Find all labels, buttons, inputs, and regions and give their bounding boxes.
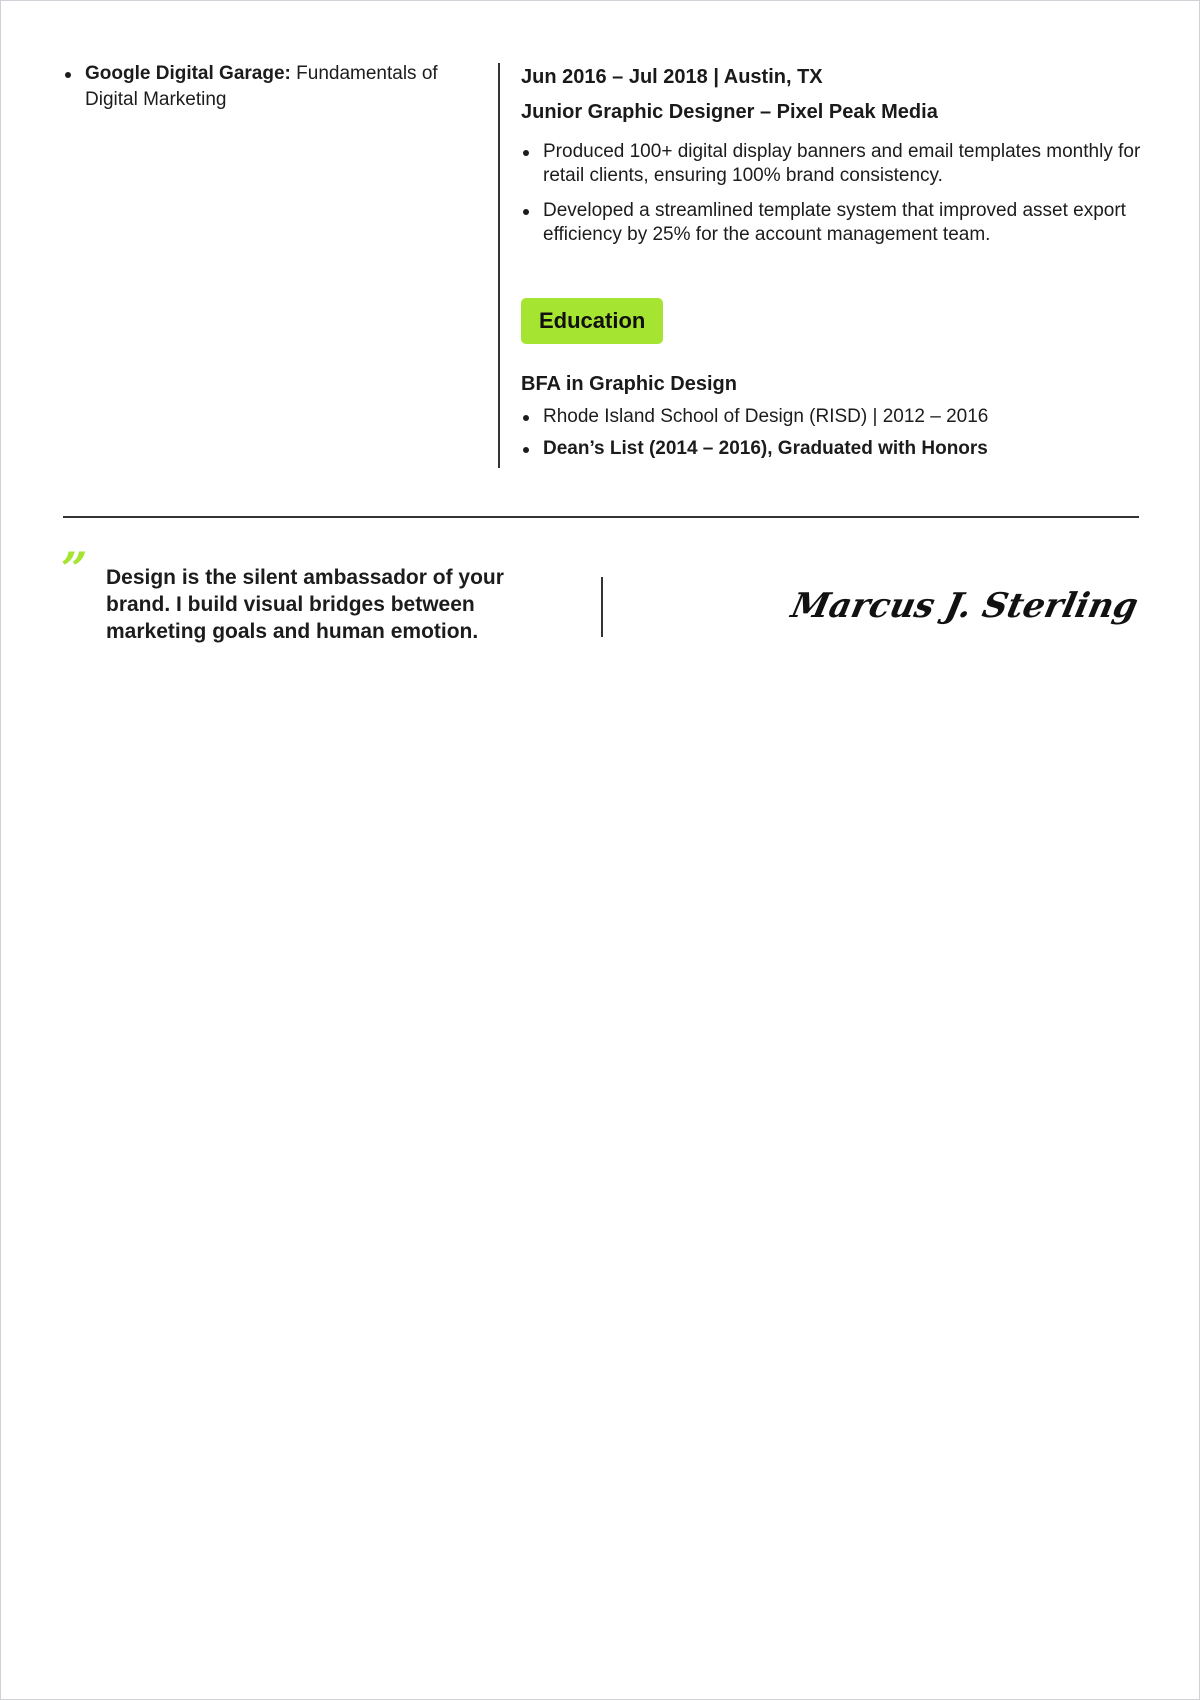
degree-title: BFA in Graphic Design [521,373,737,395]
main-column [521,61,1141,468]
education-heading: Education [521,298,663,344]
quote-mark-icon: ” [61,542,88,596]
certification-detail: Fundamentals of Digital Marketing [85,63,438,110]
education-bullets [521,404,1141,462]
signature: Marcus J. Sterling [787,586,1142,626]
personal-quote: Design is the silent ambassador of your brand. I build visual bridges between marketing goals and human emotion. [106,566,504,643]
section-divider [63,516,1139,518]
job-bullets [521,140,1141,247]
quote-divider [601,577,603,637]
column-divider [498,63,500,468]
honors-line: Dean’s List (2014 – 2016), Graduated with Honors [521,436,1141,462]
certifications-section [63,61,463,113]
certification-item [63,61,463,113]
certification-name: Google Digital Garage: [85,63,291,84]
school-line: Rhode Island School of Design (RISD) | 2012 – 2016 [521,404,1141,430]
certifications-list [63,61,463,113]
job-bullet: Produced 100+ digital display banners and email templates monthly for retail clients, ensuring 100% brand consistency. [521,140,1141,188]
job-title: Junior Graphic Designer – Pixel Peak Media [521,101,938,123]
job-bullet: Developed a streamlined template system that improved asset export efficiency by 25% for the account management team. [521,199,1141,247]
job-dates-location: Jun 2016 – Jul 2018 | Austin, TX [521,66,823,88]
